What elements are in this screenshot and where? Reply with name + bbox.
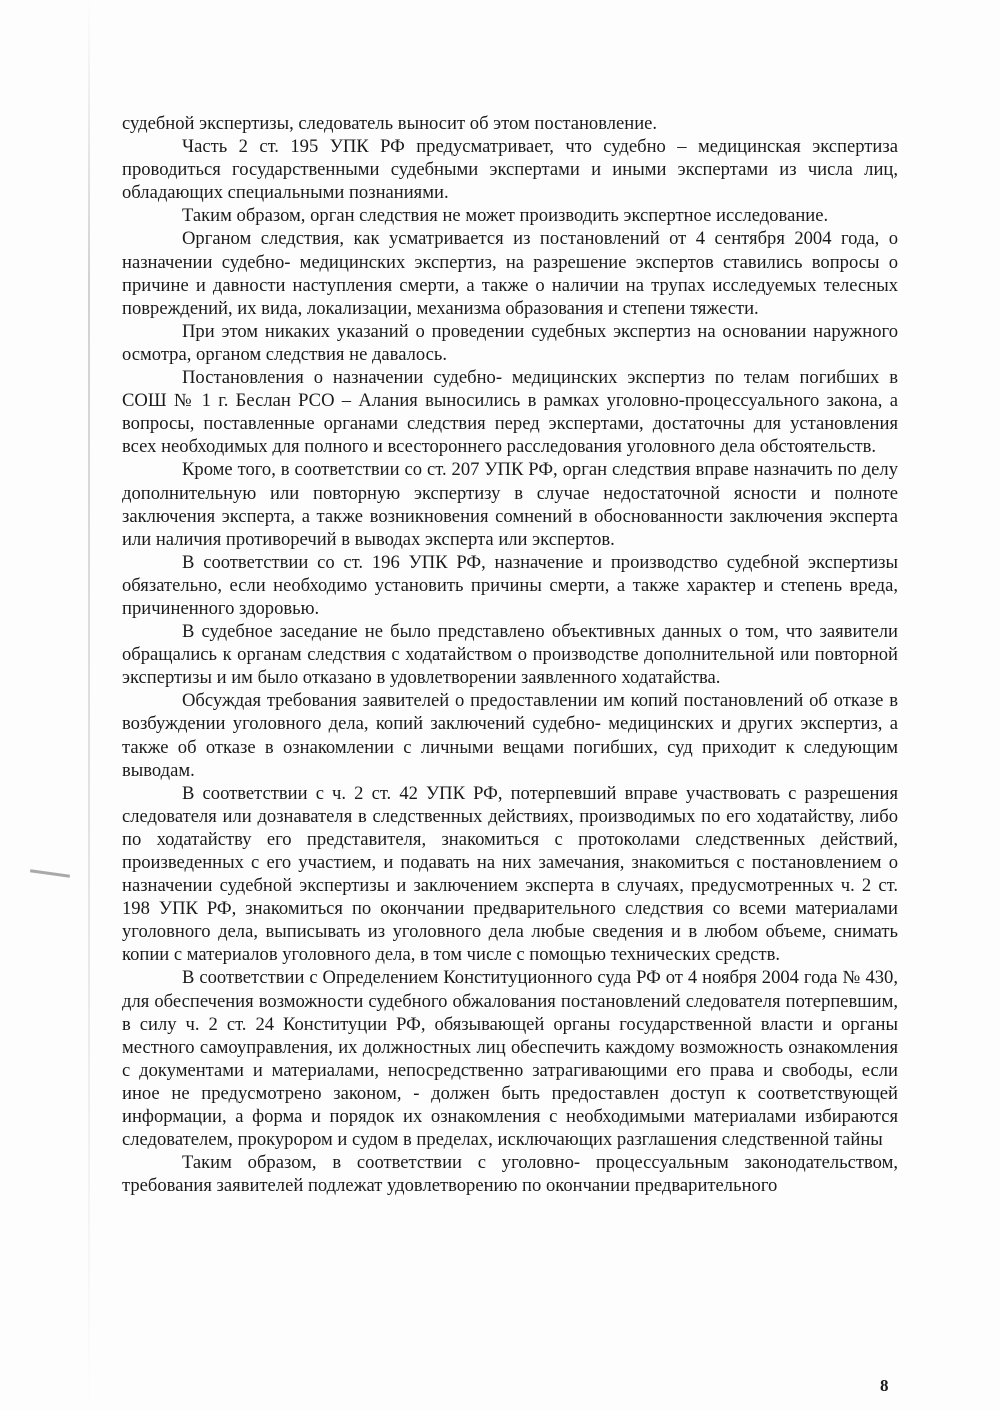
paragraph: В судебное заседание не было представлено объективных данных о том, что заявители обращались к органам следствия с ходатайством о производстве дополнительной или повторной экспертизы и им было отказано в удовлетворении заявленного ходатайства. bbox=[122, 621, 898, 689]
paragraph: Таким образом, орган следствия не может производить экспертное исследование. bbox=[182, 205, 829, 227]
paragraph: судебной экспертизы, следователь выносит об этом постановление. bbox=[122, 113, 658, 134]
paragraph: Органом следствия, как усматривается из постановлений от 4 сентября 2004 года, о назначении судебно- медицинских экспертиз, на разрешение экспертов ставились вопросы о причине и давности наступления смерти, а также о наличии на трупах исследуемых телесных повреждений, их вида, локализации, механизма образования и степени тяжести. bbox=[122, 228, 898, 319]
paragraph: Обсуждая требования заявителей о предоставлении им копий постановлений об отказе в возбуждении уголовного дела, копий заключений судебно- медицинских и других экспертиз, а также об отказе в ознакомлении с личными вещами погибших, суд приходит к следующим выводам. bbox=[122, 690, 898, 781]
paragraph: В соответствии с ч. 2 ст. 42 УПК РФ, потерпевший вправе участвовать с разрешения следователя или дознавателя в следственных действиях, производимых по его ходатайству, либо по ходатайству его представителя, знакомиться с протоколами следственных действий, произведенных с его участием, и подавать на них замечания, знакомиться с постановлением о назначении судебной экспертизы и заключением эксперта в случаях, предусмотренных ч. 2 ст. 198 УПК РФ, знакомиться по окончании предварительного следствия со всеми материалами уголовного дела, выписывать из уголовного дела любые сведения и в любом объеме, снимать копии с материалов уголовного дела, в том числе с помощью технических средств. bbox=[122, 782, 898, 966]
scan-edge-line bbox=[88, 0, 90, 1410]
paragraph: При этом никаких указаний о проведении судебных экспертиз на основании наружного осмотра, органом следствия не давалось. bbox=[122, 320, 898, 365]
paragraph: Постановления о назначении судебно- медицинских экспертиз по телам погибших в СОШ № 1 г. Беслан РСО – Алания выносились в рамках уголовно-процессуального закона, а вопросы, поставленные органами следствия перед экспертами, достаточны для установления всех необходимых для полного и всестороннего расследования уголовного дела обстоятельств. bbox=[122, 367, 898, 458]
paragraph: Часть 2 ст. 195 УПК РФ предусматривает, что судебно – медицинская экспертиза проводиться государственными судебными экспертами и иными экспертами из числа лиц, обладающих специальными познаниями. bbox=[122, 136, 898, 204]
paragraph: Кроме того, в соответствии со ст. 207 УПК РФ, орган следствия вправе назначить по делу дополнительную или повторную экспертизу в случае недостаточной ясности и полноте заключения эксперта, а также возникновения сомнений в обоснованности заключения эксперта или наличия противоречий в выводах эксперта или экспертов. bbox=[122, 459, 898, 550]
paragraph: Таким образом, в соответствии с уголовно- процессуальным законодательством, требования заявителей подлежат удовлетворению по окончании предварительного bbox=[122, 1152, 898, 1197]
paragraph: В соответствии с Определением Конституционного суда РФ от 4 ноября 2004 года № 430, для обеспечения возможности судебного обжалования постановлений следователя потерпевшим, в силу ч. 2 ст. 24 Конституции РФ, обязывающей органы государственной власти и органы местного самоуправления, их должностных лиц обеспечить каждому возможность ознакомления с документами и материалами, непосредственно затрагивающими его права и свободы, если иное не предусмотрено законом, - должен быть предоставлен доступ к соответствующей информации, а форма и порядок их ознакомления с необходимыми материалами избираются следователем, прокурором и судом в пределах, исключающих разглашения следственной тайны bbox=[122, 967, 898, 1151]
page-number: 8 bbox=[880, 1376, 889, 1395]
staple-mark bbox=[30, 869, 70, 878]
document-body bbox=[122, 112, 898, 1197]
paragraph: В соответствии со ст. 196 УПК РФ, назначение и производство судебной экспертизы обязательно, если необходимо установить причины смерти, а также характер и степень вреда, причиненного здоровью. bbox=[122, 551, 898, 619]
